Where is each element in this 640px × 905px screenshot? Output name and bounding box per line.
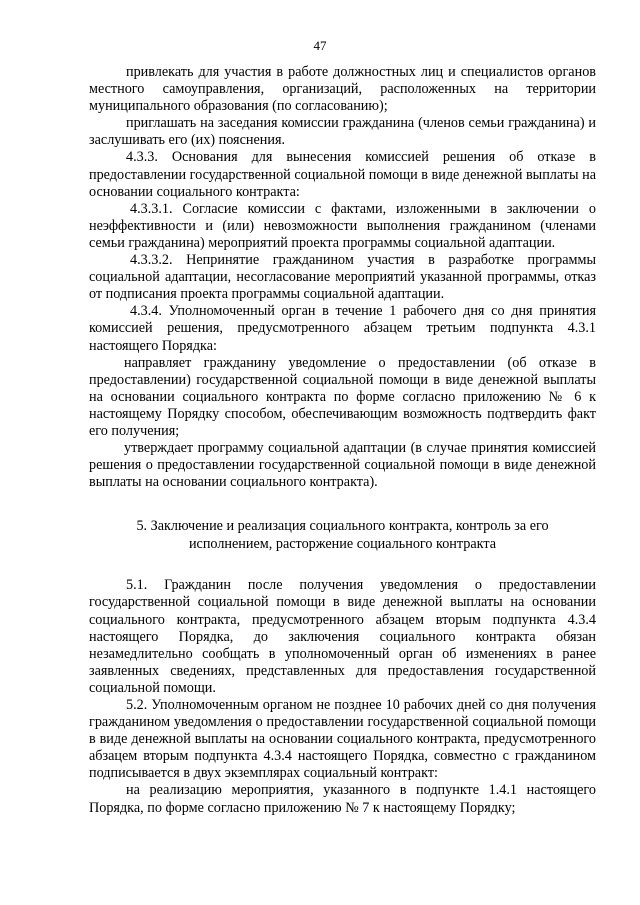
section-heading-line: 5. Заключение и реализация социального контракта, контроль за его [136,518,549,535]
paragraph: 4.3.3.1. Согласие комиссии с фактами, изложенными в заключении о неэффективности и (или) невозможности выполнения гражданином (членами семьи гражданина) мероприятий проекта программы социальной адаптации. [89,200,596,251]
paragraph: 4.3.3. Основания для вынесения комиссией решения об отказе в предоставлении государственной социальной помощи в виде денежной выплаты на основании социального контракта: [89,149,596,200]
paragraph: 5.1. Гражданин после получения уведомления о предоставлении государственной социальной помощи в виде денежной выплаты на основании социального контракта, предусмотренного абзацем вторым подпункта 4.3.4 настоящего Порядка, до заключения социального контракта обязан незамедлительно сообщать в уполномоченный орган об изменениях в ранее заявленных сведениях, представленных для предоставления государственной социальной помощи. [89,577,596,696]
paragraph: 5.2. Уполномоченным органом не позднее 10 рабочих дней со дня получения гражданином уведомления о предоставлении государственной социальной помощи в виде денежной выплаты на основании социального контракта, предусмотренного абзацем вторым подпункта 4.3.4 настоящего Порядка, совместно с гражданином подписывается в двух экземплярах социальный контракт: [89,697,596,782]
paragraph: на реализацию мероприятия, указанного в подпункте 1.4.1 настоящего Порядка, по форме согласно приложению № 7 к настоящему Порядку; [89,782,596,816]
paragraph: 4.3.3.2. Непринятие гражданином участия в разработке программы социальной адаптации, несогласование мероприятий указанной программы, отказ от подписания проекта программы социальной адаптации. [89,252,596,303]
document-body [89,64,596,817]
paragraph: 4.3.4. Уполномоченный орган в течение 1 рабочего дня со дня принятия комиссией решения, предусмотренного абзацем третьим подпункта 4.3.1 настоящего Порядка: [89,303,596,354]
section-heading-line: исполнением, расторжение социального контракта [188,536,497,553]
section-heading [89,517,596,553]
page-number: 47 [313,38,327,53]
paragraph: утверждает программу социальной адаптации (в случае принятия комиссией решения о предоставлении государственной социальной помощи в виде денежной выплаты на основании социального контракта). [89,440,596,491]
paragraph: направляет гражданину уведомление о предоставлении (об отказе в предоставлении) государственной социальной помощи в виде денежной выплаты на основании социального контракта по форме согласно приложению № 6 к настоящему Порядку способом, обеспечивающим возможность подтвердить факт его получения; [89,354,596,439]
paragraph: привлекать для участия в работе должностных лиц и специалистов органов местного самоуправления, организаций, расположенных на территории муниципального образования (по согласованию); [89,64,596,115]
paragraph: приглашать на заседания комиссии гражданина (членов семьи гражданина) и заслушивать его (их) пояснения. [89,115,596,149]
